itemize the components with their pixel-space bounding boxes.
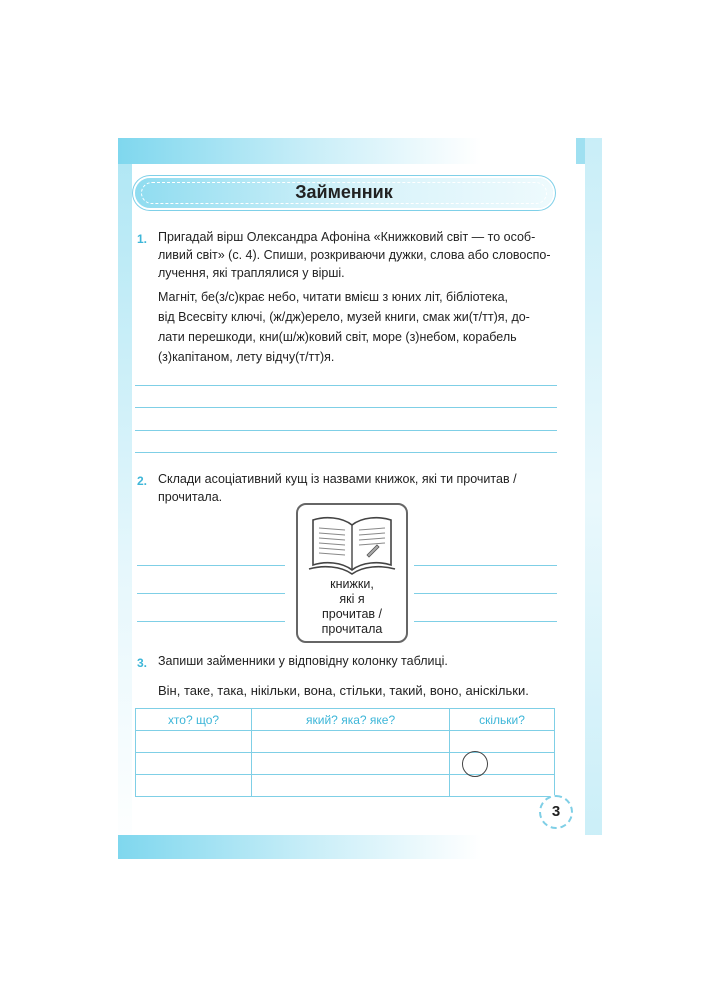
bottom-decor-band (118, 835, 602, 859)
table-cell[interactable] (252, 753, 450, 775)
poem-text: )небом, корабель (415, 330, 517, 344)
poem-text: )я. (319, 350, 335, 364)
poem-text: від Всесвіту ключі, ( (158, 310, 274, 324)
association-center-box (296, 503, 408, 643)
answer-hint: т/тт (299, 350, 320, 364)
poem-text: )капітаном, лету відчу( (167, 350, 300, 364)
assoc-line (414, 593, 557, 594)
table-cell[interactable] (450, 731, 555, 753)
poem-text: Магніт, бе( (158, 290, 220, 304)
column-header: скільки? (450, 709, 555, 731)
poem-text: )ерело, музей книги, смак жи( (300, 310, 473, 324)
assoc-line (414, 565, 557, 566)
association-center-label: книжки, які я прочитав / прочитала (321, 577, 383, 636)
task1-instruction: Пригадай вірш Олександра Афоніна «Книжковий світ — то особ- ливий світ» (с. 4). Спиши, розкриваючи дужки, слова або словоспо- лучення, які траплялися у вірші. (158, 230, 551, 280)
circle-mark (462, 751, 488, 777)
poem-text: )крає небо, читати вмієш з юних літ, бібліотека, (234, 290, 509, 304)
page-title: Займенник (295, 182, 393, 202)
answer-hint: ж/дж (273, 310, 301, 324)
poem-line (158, 347, 556, 367)
task3-instruction: Запиши займенники у відповідну колонку таблиці. (158, 654, 448, 668)
pronoun-list: Він, таке, така, нікільки, вона, стільки, такий, воно, аніскільки. (158, 683, 529, 698)
column-header: який? яка? яке? (252, 709, 450, 731)
assoc-line (137, 593, 285, 594)
task3-number: 3. (137, 656, 148, 670)
answer-hint: т/тт (472, 310, 494, 324)
poem-text: лати перешкоди, кни( (158, 330, 283, 344)
table-cell[interactable] (252, 731, 450, 753)
answer-hint: ш/ж (282, 330, 305, 344)
title-banner (135, 178, 553, 208)
column-header: хто? що? (136, 709, 252, 731)
poem-line (158, 327, 556, 347)
writing-line (135, 385, 557, 386)
left-decor-strip (118, 138, 132, 859)
top-decor-band (118, 138, 602, 164)
poem-line (158, 287, 556, 307)
answer-hint: з (162, 350, 168, 364)
task1-poem (158, 287, 556, 367)
table-cell[interactable] (136, 731, 252, 753)
answer-hint: з/с (219, 290, 235, 304)
table-cell[interactable] (252, 775, 450, 797)
writing-line (135, 452, 557, 453)
answer-hint: з (409, 330, 416, 344)
task2-instruction: Склади асоціативний кущ із назвами книжок, які ти прочитав / прочитала. (158, 472, 517, 504)
table-cell[interactable] (136, 753, 252, 775)
open-book-icon (307, 511, 397, 577)
poem-text: )ковий світ, море ( (304, 330, 410, 344)
poem-text: )я, до- (493, 310, 530, 324)
writing-line (135, 430, 557, 431)
page-number: 3 (539, 795, 573, 829)
assoc-line (137, 565, 285, 566)
poem-line (158, 307, 556, 327)
poem-text: ( (158, 350, 163, 364)
assoc-line (414, 621, 557, 622)
table-cell[interactable] (136, 775, 252, 797)
task2-number: 2. (137, 474, 148, 488)
task1-number: 1. (137, 232, 148, 246)
right-decor-strip (585, 138, 602, 859)
pronoun-table (135, 708, 555, 797)
writing-line (135, 407, 557, 408)
table-cell[interactable] (450, 775, 555, 797)
assoc-line (137, 621, 285, 622)
